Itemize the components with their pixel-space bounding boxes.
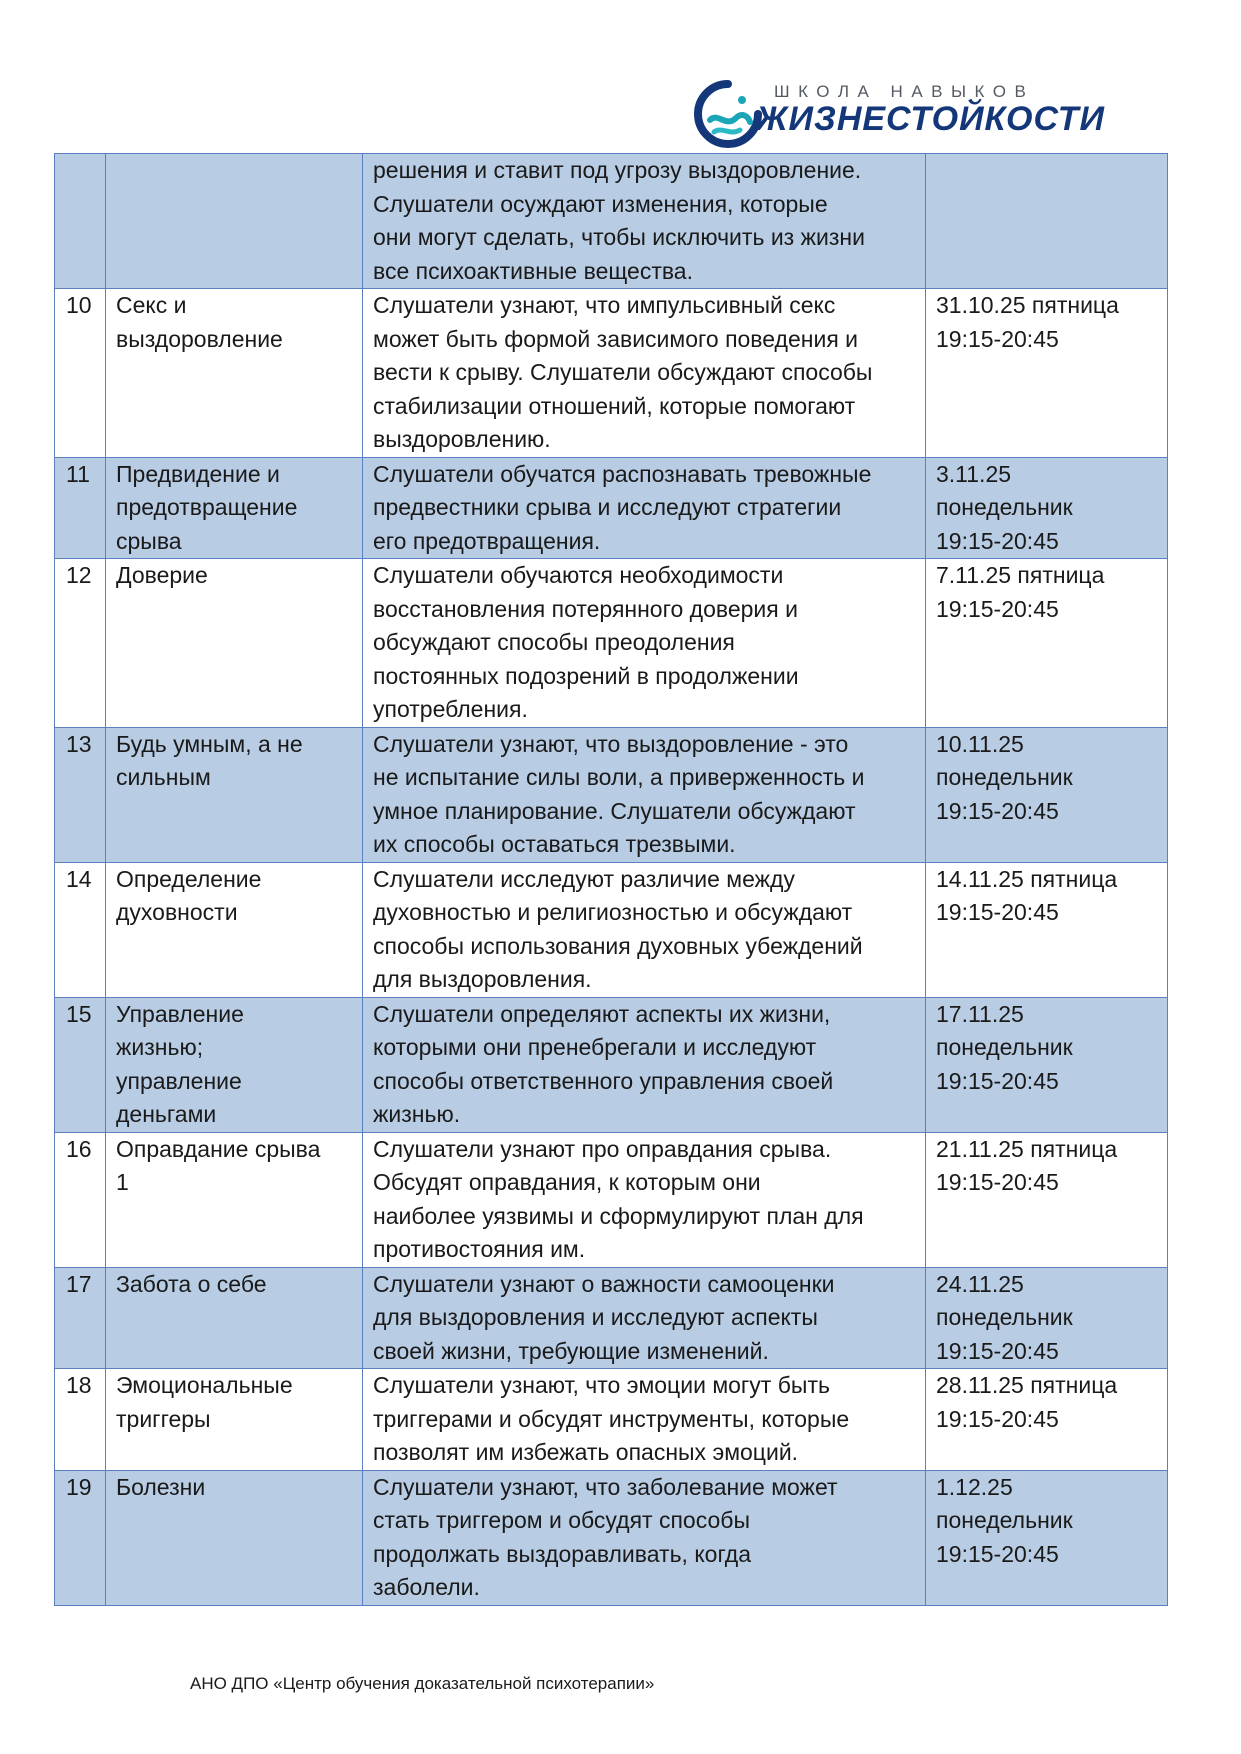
cell-description-text: Слушатели узнают о важности самооценки для выздоровления и исследуют аспекты своей жизни, требующие изменений. bbox=[373, 1270, 835, 1364]
cell-date bbox=[926, 559, 1168, 728]
cell-date-text: 31.10.25 пятница 19:15-20:45 bbox=[936, 292, 1119, 352]
cell-description-text: Слушатели узнают, что выздоровление - это не испытание силы воли, а приверженность и умное планирование. Слушатели обсуждают их способы оставаться трезвыми. bbox=[373, 730, 865, 857]
cell-topic-text: Управление жизнью; управление деньгами bbox=[116, 1000, 244, 1127]
cell-description-text: Слушатели обучаются необходимости восстановления потерянного доверия и обсуждают способы преодоления постоянных подозрений в продолжении употребления. bbox=[373, 562, 799, 722]
cell-lesson-number bbox=[55, 1369, 106, 1471]
cell-lesson-number-text: 16 bbox=[66, 1135, 92, 1162]
cell-description bbox=[363, 289, 926, 458]
cell-topic bbox=[106, 154, 363, 289]
cell-date-text: 10.11.25 понедельник 19:15-20:45 bbox=[936, 730, 1073, 824]
cell-topic bbox=[106, 997, 363, 1132]
cell-topic bbox=[106, 457, 363, 559]
cell-topic-text: Будь умным, а не сильным bbox=[116, 730, 303, 790]
cell-lesson-number-text: 19 bbox=[66, 1473, 92, 1500]
cell-topic bbox=[106, 1369, 363, 1471]
cell-lesson-number bbox=[55, 289, 106, 458]
logo-bottom-text: ЖИЗНЕСТОЙКОСТИ bbox=[756, 100, 1105, 138]
cell-topic-text: Предвидение и предотвращение срыва bbox=[116, 460, 298, 554]
cell-description bbox=[363, 862, 926, 997]
cell-lesson-number-text: 17 bbox=[66, 1270, 92, 1297]
cell-description bbox=[363, 559, 926, 728]
cell-description-text: Слушатели узнают, что заболевание может стать триггером и обсудят способы продолжать выздоравливать, когда заболели. bbox=[373, 1473, 838, 1600]
cell-date-text: 17.11.25 понедельник 19:15-20:45 bbox=[936, 1000, 1073, 1094]
table-row bbox=[55, 862, 1168, 997]
cell-topic bbox=[106, 1267, 363, 1369]
cell-date bbox=[926, 1267, 1168, 1369]
cell-description-text: Слушатели узнают, что эмоции могут быть триггерами и обсудят инструменты, которые позволят им избежать опасных эмоций. bbox=[373, 1372, 850, 1465]
table-row bbox=[55, 1132, 1168, 1267]
cell-date-text: 3.11.25 понедельник 19:15-20:45 bbox=[936, 460, 1073, 554]
cell-topic bbox=[106, 862, 363, 997]
cell-description bbox=[363, 457, 926, 559]
table-row bbox=[55, 1470, 1168, 1605]
cell-lesson-number bbox=[55, 457, 106, 559]
cell-topic bbox=[106, 1132, 363, 1267]
table-row bbox=[55, 1267, 1168, 1369]
cell-lesson-number-text: 15 bbox=[66, 1000, 92, 1027]
cell-lesson-number bbox=[55, 1470, 106, 1605]
cell-lesson-number bbox=[55, 727, 106, 862]
cell-lesson-number bbox=[55, 154, 106, 289]
logo-emblem-icon bbox=[692, 78, 764, 150]
cell-description-text: Слушатели узнают про оправдания срыва. Обсудят оправдания, к которым они наиболее уязвимы и сформулируют план для противостояния им. bbox=[373, 1135, 864, 1262]
table-row bbox=[55, 727, 1168, 862]
footer-organization: АНО ДПО «Центр обучения доказательной психотерапии» bbox=[190, 1674, 655, 1693]
cell-description bbox=[363, 997, 926, 1132]
cell-date bbox=[926, 727, 1168, 862]
cell-date-text: 1.12.25 понедельник 19:15-20:45 bbox=[936, 1473, 1073, 1567]
cell-topic-text: Болезни bbox=[116, 1473, 206, 1500]
table-row bbox=[55, 289, 1168, 458]
cell-description bbox=[363, 1267, 926, 1369]
cell-lesson-number-text: 13 bbox=[66, 730, 92, 757]
cell-lesson-number bbox=[55, 559, 106, 728]
cell-topic-text: Оправдание срыва 1 bbox=[116, 1135, 321, 1195]
cell-topic bbox=[106, 1470, 363, 1605]
cell-topic-text: Эмоциональные триггеры bbox=[116, 1372, 293, 1432]
school-logo bbox=[692, 78, 1105, 150]
table-row bbox=[55, 997, 1168, 1132]
cell-date bbox=[926, 1369, 1168, 1471]
cell-description-text: Слушатели исследуют различие между духовностью и религиозностью и обсуждают способы использования духовных убеждений для выздоровления. bbox=[373, 865, 863, 992]
cell-lesson-number bbox=[55, 1132, 106, 1267]
cell-date bbox=[926, 154, 1168, 289]
cell-lesson-number bbox=[55, 862, 106, 997]
cell-description bbox=[363, 154, 926, 289]
cell-description bbox=[363, 727, 926, 862]
table-row bbox=[55, 559, 1168, 728]
logo-top-text: ШКОЛА НАВЫКОВ bbox=[774, 82, 1035, 101]
cell-description-text: Слушатели узнают, что импульсивный секс может быть формой зависимого поведения и вести к срыву. Слушатели обсуждают способы стабилизации отношений, которые помогают выздоровлению. bbox=[373, 292, 873, 452]
cell-date bbox=[926, 1132, 1168, 1267]
schedule-body bbox=[55, 154, 1168, 1606]
cell-lesson-number bbox=[55, 1267, 106, 1369]
cell-date-text: 7.11.25 пятница 19:15-20:45 bbox=[936, 562, 1105, 622]
cell-date-text: 28.11.25 пятница 19:15-20:45 bbox=[936, 1372, 1118, 1432]
cell-lesson-number-text: 10 bbox=[66, 292, 92, 318]
cell-date bbox=[926, 457, 1168, 559]
cell-description bbox=[363, 1470, 926, 1605]
cell-description-text: Слушатели определяют аспекты их жизни, которыми они пренебрегали и исследуют способы ответственного управления своей жизнью. bbox=[373, 1000, 834, 1127]
cell-topic bbox=[106, 559, 363, 728]
table-row bbox=[55, 1369, 1168, 1471]
cell-date-text: 21.11.25 пятница 19:15-20:45 bbox=[936, 1135, 1118, 1195]
cell-date bbox=[926, 289, 1168, 458]
cell-topic bbox=[106, 727, 363, 862]
cell-topic-text: Забота о себе bbox=[116, 1270, 267, 1297]
schedule-table bbox=[54, 153, 1168, 1606]
table-row bbox=[55, 154, 1168, 289]
cell-description-text: решения и ставит под угрозу выздоровление. Слушатели осуждают изменения, которые они могут сделать, чтобы исключить из жизни все психоактивные вещества. bbox=[373, 157, 865, 284]
cell-date bbox=[926, 1470, 1168, 1605]
cell-description-text: Слушатели обучатся распознавать тревожные предвестники срыва и исследуют стратегии его предотвращения. bbox=[373, 460, 872, 554]
cell-date bbox=[926, 997, 1168, 1132]
cell-date-text: 24.11.25 понедельник 19:15-20:45 bbox=[936, 1270, 1073, 1364]
cell-topic bbox=[106, 289, 363, 458]
cell-lesson-number-text: 12 bbox=[66, 562, 92, 588]
cell-date bbox=[926, 862, 1168, 997]
cell-topic-text: Секс и выздоровление bbox=[116, 292, 283, 352]
cell-lesson-number-text: 18 bbox=[66, 1372, 92, 1398]
cell-lesson-number-text: 14 bbox=[66, 865, 92, 892]
cell-description bbox=[363, 1132, 926, 1267]
cell-lesson-number bbox=[55, 997, 106, 1132]
cell-date-text: 14.11.25 пятница 19:15-20:45 bbox=[936, 865, 1118, 925]
cell-topic-text: Доверие bbox=[116, 562, 208, 588]
cell-topic-text: Определение духовности bbox=[116, 865, 262, 925]
cell-lesson-number-text: 11 bbox=[66, 460, 90, 487]
table-row bbox=[55, 457, 1168, 559]
cell-description bbox=[363, 1369, 926, 1471]
